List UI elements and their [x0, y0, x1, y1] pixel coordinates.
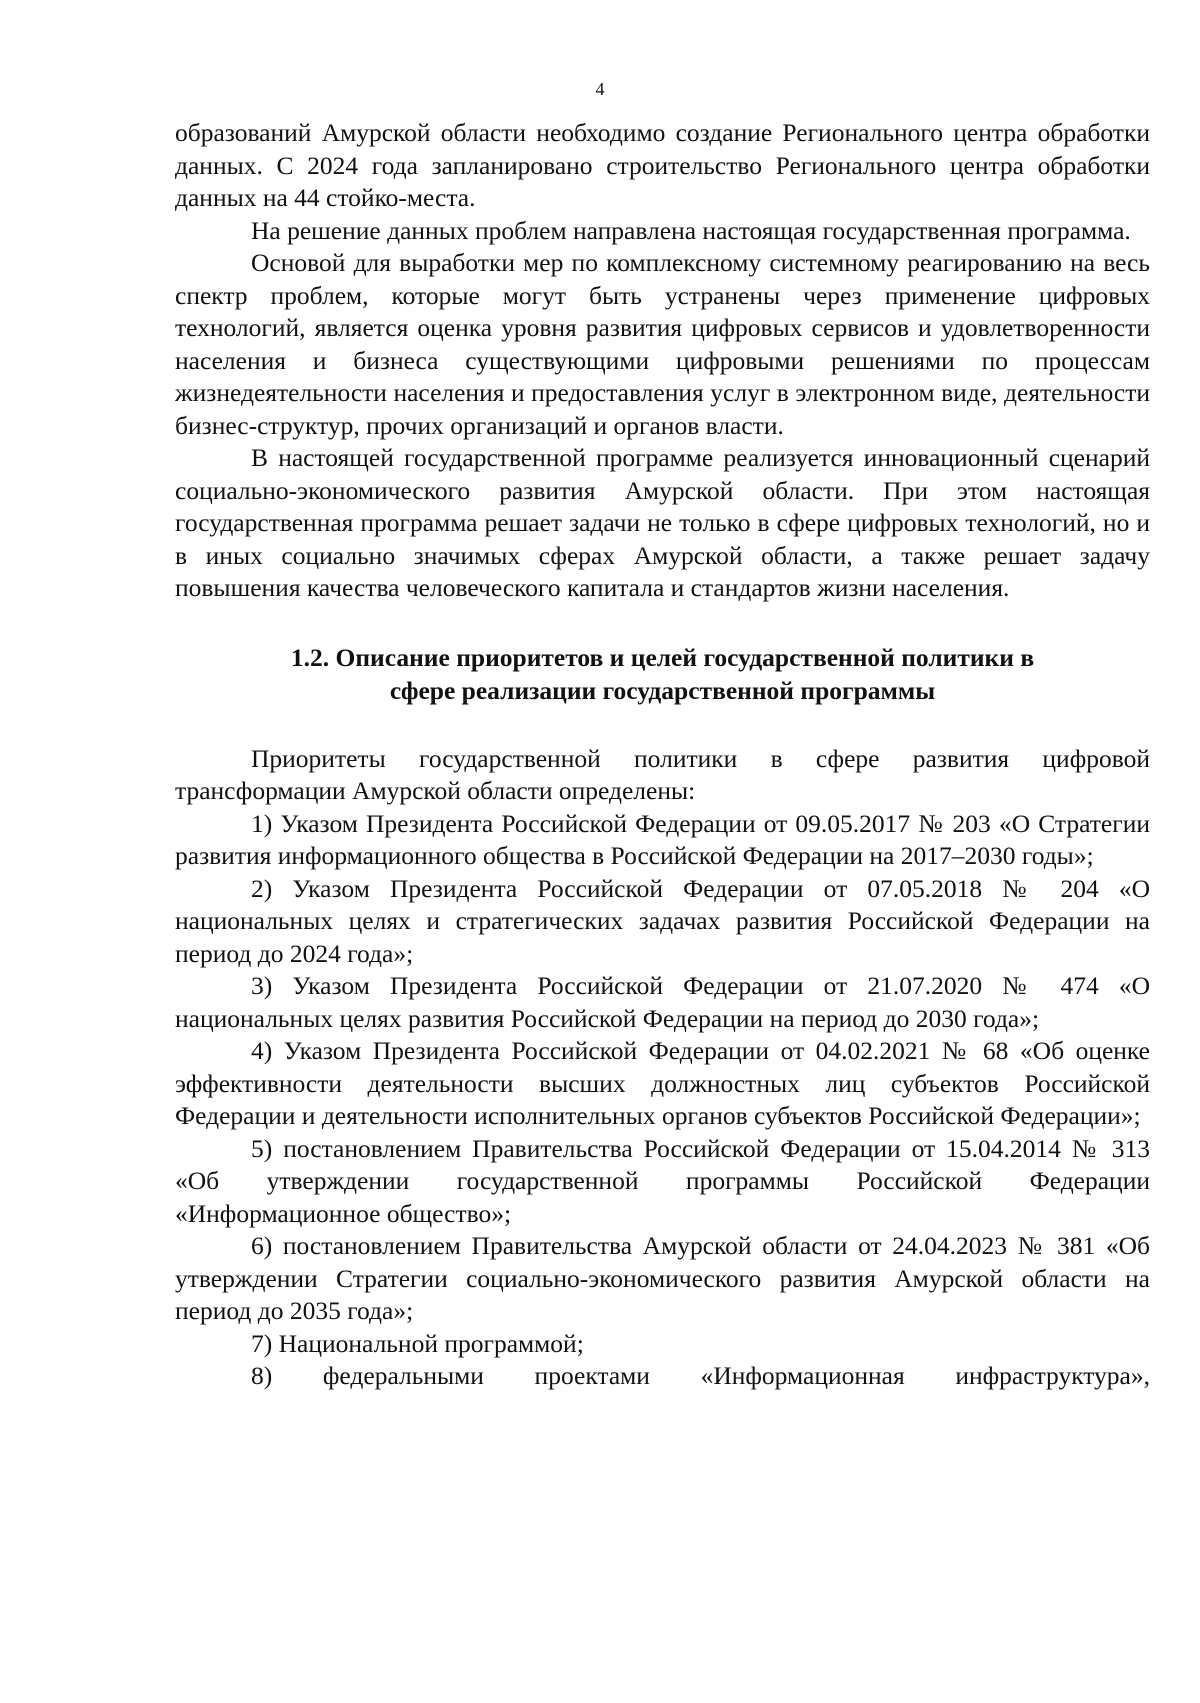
- list-item-priority-8: 8) федеральными проектами «Информационная инфраструктура»,: [251, 1361, 1150, 1390]
- paragraph-innovation-scenario: В настоящей государственной программе реализуется инновационный сценарий социально-экономического развития Амурской области. При этом настоящая государственная программа решает задачи не только в сфере цифровых технологий, но и в иных социально значимых сферах Амурской области, а также решает задачу повышения качества человеческого капитала и стандартов жизни населения.: [175, 443, 1150, 602]
- paragraph-program-direction: На решение данных проблем направлена настоящая государственная программа.: [251, 215, 1131, 245]
- list-item-priority-4: 4) Указом Президента Российской Федерации от 04.02.2021 № 68 «Об оценке эффективности деятельности высших должностных лиц субъектов Российской Федерации и деятельности исполнительных органов субъектов Российской Федерации»;: [175, 1036, 1150, 1130]
- list-item-priority-7: 7) Национальной программой;: [251, 1328, 584, 1358]
- section-heading: [175, 641, 1150, 707]
- list-item-priority-2: 2) Указом Президента Российской Федерации от 07.05.2018 № 204 «О национальных целях и стратегических задачах развития Российской Федерации на период до 2024 года»;: [175, 873, 1150, 968]
- paragraph-assessment-basis: Основой для выработки мер по комплексному системному реагированию на весь спектр проблем, которые могут быть устранены через применение цифровых технологий, является оценка уровня развития цифровых сервисов и удовлетворенности населения и бизнеса существующими цифровыми решениями по процессам жизнедеятельности населения и предоставления услуг в электронном виде, деятельности бизнес-структур, прочих организаций и органов власти.: [175, 248, 1150, 440]
- paragraph-priorities-intro: Приоритеты государственной политики в сфере развития цифровой трансформации Амурской области определены:: [175, 743, 1150, 805]
- list-item-priority-1: 1) Указом Президента Российской Федерации от 09.05.2017 № 203 «О Стратегии развития информационного общества в Российской Федерации на 2017–2030 годы»;: [175, 808, 1150, 870]
- paragraph-intro-continuation: образований Амурской области необходимо создание Регионального центра обработки данных. С 2024 года запланировано строительство Регионального центра обработки данных на 44 стойко-места.: [175, 118, 1150, 212]
- list-item-priority-3: 3) Указом Президента Российской Федерации от 21.07.2020 № 474 «О национальных целях развития Российской Федерации на период до 2030 года»;: [175, 971, 1150, 1033]
- list-item-priority-6: 6) постановлением Правительства Амурской области от 24.04.2023 № 381 «Об утверждении Стратегии социально-экономического развития Амурской области на период до 2035 года»;: [175, 1231, 1150, 1325]
- section-heading-line-2: сфере реализации государственной программы: [389, 675, 936, 705]
- list-item-priority-5: 5) постановлением Правительства Российской Федерации от 15.04.2014 № 313 «Об утверждении государственной программы Российской Федерации «Информационное общество»;: [175, 1133, 1150, 1228]
- section-heading-line-1: 1.2. Описание приоритетов и целей государственной политики в: [290, 642, 1035, 672]
- document-body: [175, 117, 1150, 1393]
- page-number: 4: [595, 79, 605, 99]
